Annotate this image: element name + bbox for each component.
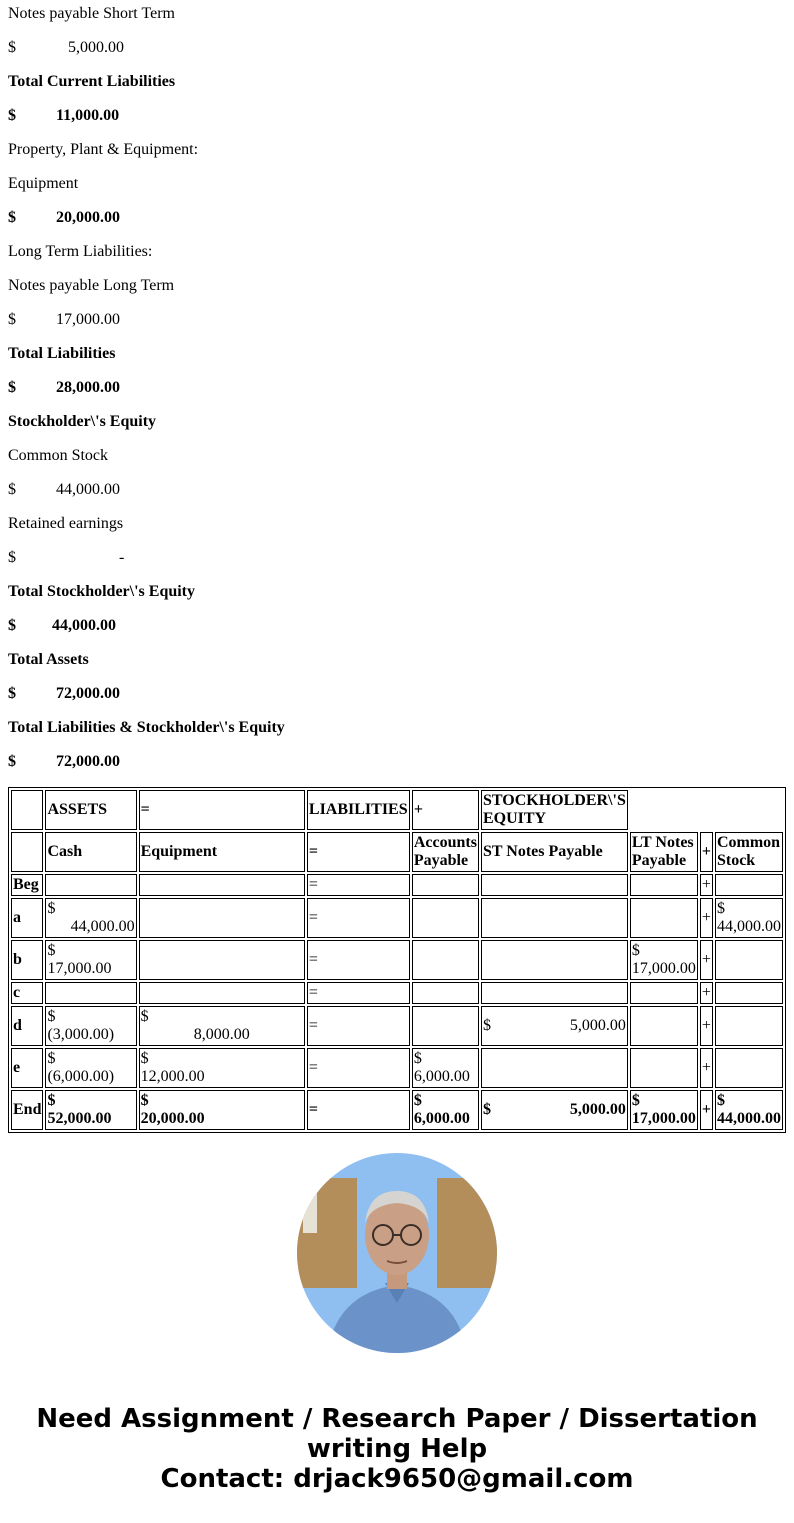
table-row — [11, 898, 783, 938]
row-label: a — [11, 898, 43, 938]
amount-value: 6,000.00 — [413, 1068, 470, 1085]
equipment-cell — [139, 1006, 305, 1046]
st-notes-cell — [481, 1006, 628, 1046]
contact-line-2: writing Help — [306, 1434, 488, 1464]
lt-notes-cell — [630, 940, 698, 980]
row-label: Beg — [11, 874, 43, 896]
equipment-cell — [139, 982, 305, 1004]
cash-cell — [45, 898, 136, 938]
plus-cell: + — [700, 1006, 713, 1046]
currency-symbol: $ — [631, 1092, 640, 1109]
equals-cell: = — [307, 1006, 410, 1046]
amount-value: 28,000.00 — [56, 379, 120, 396]
header-row-2 — [11, 832, 783, 872]
equals-cell: = — [307, 982, 410, 1004]
contact-line-1: Need Assignment / Research Paper / Dissertation — [36, 1404, 758, 1434]
total-current-liabilities-amount — [8, 106, 120, 126]
equipment-label: Equipment — [8, 175, 79, 192]
amount-value: 52,000.00 — [47, 1110, 112, 1127]
amount-value: 12,000.00 — [140, 1068, 205, 1085]
amount-value: 17,000.00 — [631, 1110, 696, 1127]
currency-symbol: $ — [140, 1050, 149, 1067]
lt-liabilities-heading: Long Term Liabilities: — [8, 243, 153, 260]
currency-symbol: $ — [8, 379, 16, 396]
amount-value: 6,000.00 — [413, 1110, 470, 1127]
common-stock-label: Common Stock — [8, 447, 109, 464]
equals-cell: = — [307, 940, 410, 980]
common-stock-cell — [715, 898, 783, 938]
currency-symbol: $ — [47, 900, 56, 917]
st-notes-header: ST Notes Payable — [481, 832, 628, 872]
row-label: e — [11, 1048, 43, 1088]
cash-cell — [45, 940, 136, 980]
amount-value: 72,000.00 — [56, 753, 120, 770]
amount-value: 17,000.00 — [631, 960, 696, 977]
cash-cell — [45, 1048, 136, 1088]
total-liabilities-label: Total Liabilities — [8, 345, 116, 362]
lt-notes-cell — [630, 1090, 698, 1130]
equals-cell: = — [307, 874, 410, 896]
currency-symbol: $ — [716, 900, 725, 917]
total-liab-equity-label: Total Liabilities & Stockholder\'s Equity — [8, 719, 285, 736]
equals-header: = — [307, 832, 410, 872]
cash-cell — [45, 1090, 136, 1130]
amount-value: 17,000.00 — [56, 311, 120, 328]
equipment-cell — [139, 940, 305, 980]
amount-value: 20,000.00 — [140, 1110, 205, 1127]
amount-value: 8,000.00 — [193, 1026, 250, 1043]
currency-symbol: $ — [482, 1101, 491, 1118]
lt-notes-label: Notes payable Long Term — [8, 277, 175, 294]
equipment-cell — [139, 1048, 305, 1088]
total-assets-label: Total Assets — [8, 651, 89, 668]
amount-value: 17,000.00 — [47, 960, 112, 977]
amount-value: 44,000.00 — [56, 481, 120, 498]
equals-header: = — [139, 790, 305, 830]
plus-cell: + — [700, 874, 713, 896]
currency-symbol: $ — [716, 1092, 725, 1109]
total-liab-equity-amount — [8, 752, 120, 772]
plus-cell: + — [700, 1048, 713, 1088]
amount-value: 5,000.00 — [569, 1017, 626, 1034]
lt-notes-cell — [630, 898, 698, 938]
common-stock-cell — [715, 940, 783, 980]
amount-value: 5,000.00 — [68, 39, 124, 56]
table-row — [11, 982, 783, 1004]
row-label: End — [11, 1090, 43, 1130]
plus-header: + — [700, 832, 713, 872]
st-notes-cell — [481, 1090, 628, 1130]
lt-notes-header: LT Notes Payable — [630, 832, 698, 872]
common-stock-cell — [715, 1090, 783, 1130]
st-notes-cell — [481, 982, 628, 1004]
total-liabilities-amount — [8, 378, 120, 398]
contact-banner — [0, 1404, 794, 1494]
common-stock-cell — [715, 1048, 783, 1088]
table-row — [11, 940, 783, 980]
amount-value: (6,000.00) — [47, 1068, 115, 1085]
plus-cell: + — [700, 982, 713, 1004]
plus-cell: + — [700, 940, 713, 980]
currency-symbol: $ — [47, 942, 56, 959]
equipment-cell — [139, 898, 305, 938]
assets-header: ASSETS — [45, 790, 136, 830]
amount-value: 11,000.00 — [56, 107, 120, 124]
equals-cell: = — [307, 1090, 410, 1130]
equipment-cell — [139, 874, 305, 896]
accounts-payable-cell — [412, 1006, 479, 1046]
table-row-total — [11, 1090, 783, 1130]
header-row-1 — [11, 790, 783, 830]
cash-cell — [45, 874, 136, 896]
accounts-payable-cell — [412, 898, 479, 938]
equity-heading: Stockholder\'s Equity — [8, 413, 157, 430]
st-notes-cell — [481, 940, 628, 980]
equipment-header: Equipment — [139, 832, 305, 872]
lt-notes-cell — [630, 1048, 698, 1088]
equipment-cell — [139, 1090, 305, 1130]
lt-notes-cell — [630, 874, 698, 896]
table-row — [11, 874, 783, 896]
lt-notes-cell — [630, 1006, 698, 1046]
common-stock-cell — [715, 1006, 783, 1046]
st-notes-label: Notes payable Short Term — [8, 5, 175, 22]
equals-cell: = — [307, 898, 410, 938]
accounting-equation-table — [8, 787, 786, 1133]
currency-symbol: $ — [8, 753, 16, 770]
lt-notes-cell — [630, 982, 698, 1004]
empty-cell — [11, 832, 43, 872]
accounts-payable-cell — [412, 874, 479, 896]
common-stock-header: Common Stock — [715, 832, 783, 872]
currency-symbol: $ — [413, 1050, 422, 1067]
row-label: c — [11, 982, 43, 1004]
accounts-payable-header: Accounts Payable — [412, 832, 479, 872]
currency-symbol: $ — [413, 1092, 422, 1109]
currency-symbol: $ — [8, 209, 16, 226]
currency-symbol: $ — [8, 39, 16, 56]
total-equity-label: Total Stockholder\'s Equity — [8, 583, 196, 600]
author-photo — [297, 1153, 497, 1353]
amount-value: 44,000.00 — [70, 918, 135, 935]
retained-earnings-amount — [8, 548, 125, 568]
equity-header: STOCKHOLDER\'S EQUITY — [481, 790, 628, 830]
wall-switch — [303, 1193, 317, 1233]
currency-symbol: $ — [47, 1092, 56, 1109]
plus-cell: + — [700, 1090, 713, 1130]
total-assets-amount — [8, 684, 120, 704]
st-notes-cell — [481, 874, 628, 896]
amount-value: (3,000.00) — [47, 1026, 115, 1043]
contact-email[interactable]: Contact: drjack9650@gmail.com — [160, 1464, 634, 1494]
total-current-liabilities-label: Total Current Liabilities — [8, 73, 176, 90]
common-stock-cell — [715, 982, 783, 1004]
cash-header: Cash — [45, 832, 136, 872]
empty-cell — [11, 790, 43, 830]
common-stock-amount — [8, 480, 120, 500]
row-label: d — [11, 1006, 43, 1046]
amount-value: 5,000.00 — [569, 1101, 626, 1118]
row-label: b — [11, 940, 43, 980]
st-notes-cell — [481, 898, 628, 938]
currency-symbol: $ — [8, 481, 16, 498]
ppe-heading: Property, Plant & Equipment: — [8, 141, 199, 158]
accounts-payable-cell — [412, 1090, 479, 1130]
currency-symbol: $ — [482, 1017, 491, 1034]
currency-symbol: $ — [140, 1092, 149, 1109]
accounts-payable-cell — [412, 1048, 479, 1088]
portrait-image — [297, 1153, 497, 1353]
amount-value: 44,000.00 — [716, 918, 781, 935]
total-equity-amount — [8, 616, 116, 636]
st-notes-amount — [8, 38, 124, 58]
currency-symbol: $ — [47, 1050, 56, 1067]
st-notes-cell — [481, 1048, 628, 1088]
equals-cell: = — [307, 1048, 410, 1088]
amount-value: - — [119, 549, 125, 566]
amount-value: 44,000.00 — [716, 1110, 781, 1127]
wall-panel-right — [437, 1178, 497, 1288]
amount-value: 44,000.00 — [52, 617, 116, 634]
currency-symbol: $ — [8, 549, 16, 566]
accounts-payable-cell — [412, 982, 479, 1004]
liabilities-header: LIABILITIES — [307, 790, 410, 830]
cash-cell — [45, 982, 136, 1004]
accounts-payable-cell — [412, 940, 479, 980]
amount-value: 20,000.00 — [56, 209, 120, 226]
cash-cell — [45, 1006, 136, 1046]
empty-cell — [630, 790, 783, 830]
currency-symbol: $ — [8, 685, 16, 702]
currency-symbol: $ — [47, 1008, 56, 1025]
plus-cell: + — [700, 898, 713, 938]
plus-header: + — [412, 790, 479, 830]
currency-symbol: $ — [631, 942, 640, 959]
common-stock-cell — [715, 874, 783, 896]
retained-earnings-label: Retained earnings — [8, 515, 124, 532]
amount-value: 72,000.00 — [56, 685, 120, 702]
currency-symbol: $ — [8, 617, 16, 634]
table-row — [11, 1006, 783, 1046]
lt-notes-amount — [8, 310, 120, 330]
currency-symbol: $ — [140, 1008, 149, 1025]
currency-symbol: $ — [8, 311, 16, 328]
currency-symbol: $ — [8, 107, 16, 124]
equipment-amount — [8, 208, 120, 228]
table-row — [11, 1048, 783, 1088]
